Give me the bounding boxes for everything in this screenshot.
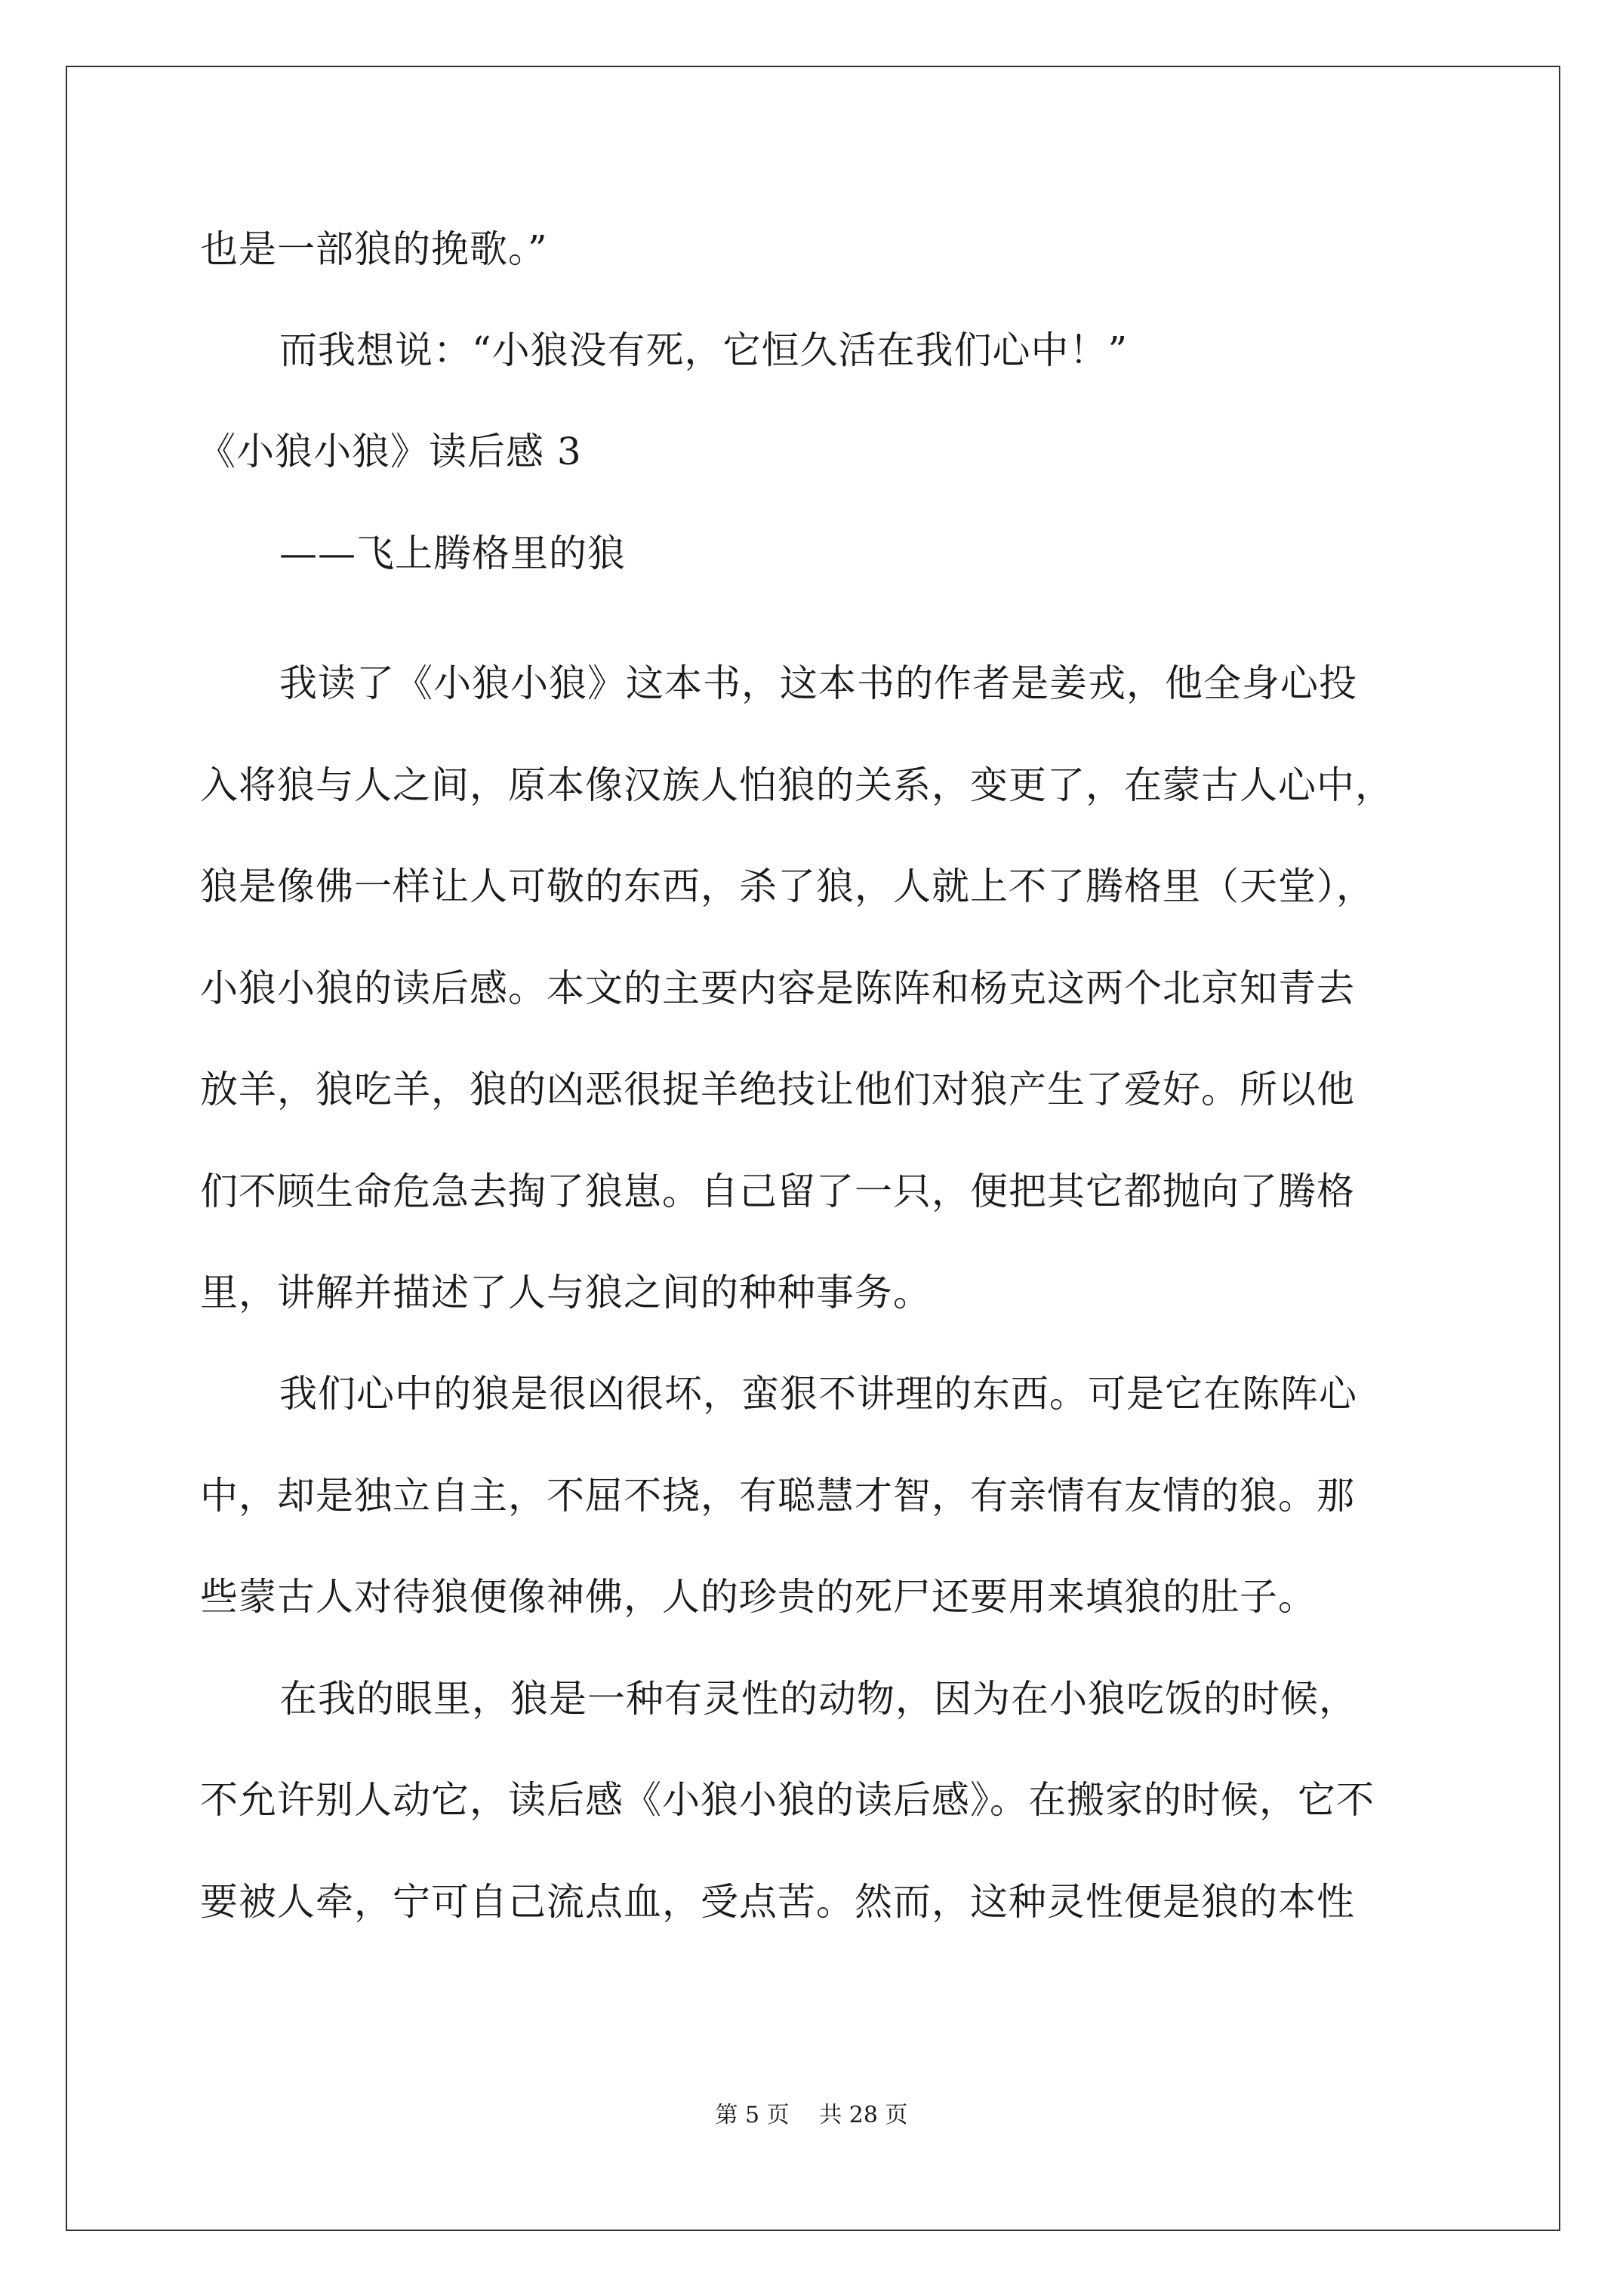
body-line: 们不顾生命危急去掏了狼崽。自己留了一只，便把其它都抛向了腾格 [200,1170,1355,1213]
body-line: 中，却是独立自主，不屈不挠，有聪慧才智，有亲情有友情的狼。那 [200,1474,1355,1518]
body-line: 里，讲解并描述了人与狼之间的种种事务。 [200,1271,932,1314]
body-line: 不允许别人动它，读后感《小狼小狼的读后感》。在搬家的时候，它不 [200,1778,1375,1822]
body-line: 狼是像佛一样让人可敬的东西，杀了狼，人就上不了腾格里（天堂）， [200,864,1375,908]
body-line: 也是一部狼的挽歌。” [200,227,548,271]
body-line: 入将狼与人之间，原本像汉族人怕狼的关系，变更了，在蒙古人心中， [200,763,1394,807]
page-number-footer: 第 5 页 共 28 页 [715,2102,908,2128]
body-line: 放羊，狼吃羊，狼的凶恶很捉羊绝技让他们对狼产生了爱好。所以他 [200,1068,1355,1111]
body-line: 我们心中的狼是很凶很坏，蛮狠不讲理的东西。可是它在陈阵心 [279,1372,1357,1416]
body-line: 些蒙古人对待狼便像神佛，人的珍贵的死尸还要用来填狼的肚子。 [200,1575,1317,1619]
body-line: 而我想说：“小狼没有死，它恒久活在我们心中！” [279,328,1129,372]
body-line: 我读了《小狼小狼》这本书，这本书的作者是姜戎，他全身心投 [279,661,1357,705]
section-heading: 《小狼小狼》读后感 3 [198,430,582,473]
body-line: 要被人牵，宁可自己流点血，受点苦。然而，这种灵性便是狼的本性 [200,1880,1355,1924]
body-line: 小狼小狼的读后感。本文的主要内容是陈阵和杨克这两个北京知青去 [200,966,1355,1010]
section-subtitle: ——飞上腾格里的狼 [279,532,626,575]
body-line: 在我的眼里，狼是一种有灵性的动物，因为在小狼吃饭的时候， [279,1677,1357,1721]
